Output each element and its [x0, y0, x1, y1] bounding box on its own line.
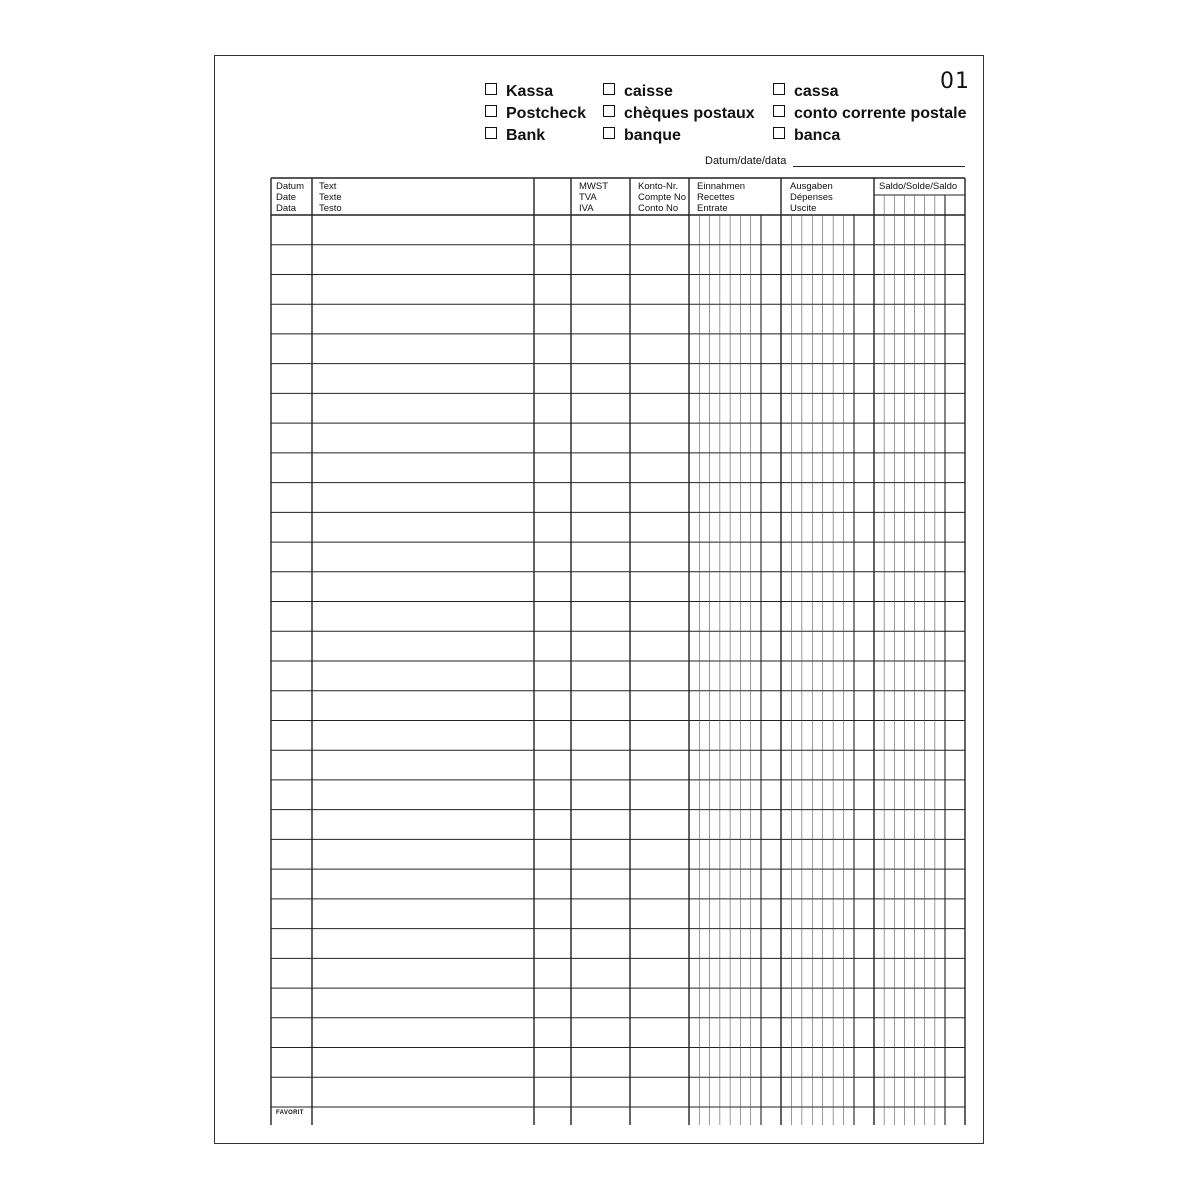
col-header-text: Text Texte Testo: [319, 181, 342, 215]
col-header-account: Konto-Nr. Compte No Conto No: [638, 181, 687, 215]
checkbox-cheques-postaux[interactable]: [603, 105, 755, 123]
option-label: Bank: [506, 127, 546, 144]
option-label: Kassa: [506, 83, 554, 100]
checkbox-banque[interactable]: [603, 127, 681, 145]
option-label: banca: [794, 127, 841, 144]
col-header-expenses: Ausgaben Dépenses Uscite: [790, 181, 833, 215]
page-number: 01: [940, 69, 970, 94]
checkbox-icon[interactable]: [773, 83, 785, 95]
checkbox-icon[interactable]: [773, 127, 785, 139]
option-label: cassa: [794, 83, 839, 100]
date-field-label: Datum/date/data: [705, 155, 787, 167]
checkbox-icon[interactable]: [485, 83, 497, 95]
option-label: Postcheck: [506, 105, 587, 122]
checkbox-icon[interactable]: [485, 105, 497, 117]
checkbox-icon[interactable]: [485, 127, 497, 139]
checkbox-cassa[interactable]: [773, 83, 839, 101]
col-header-income: Einnahmen Recettes Entrate: [697, 181, 746, 215]
option-label: chèques postaux: [624, 105, 755, 122]
col-header-vat: MWST TVA IVA: [579, 181, 609, 215]
checkbox-kassa[interactable]: [485, 83, 553, 101]
col-header-balance: Saldo/Solde/Saldo: [879, 181, 958, 192]
col-header-date: Datum Date Data: [276, 181, 304, 215]
checkbox-icon[interactable]: [773, 105, 785, 117]
checkbox-postcheck[interactable]: [485, 105, 586, 123]
option-label: conto corrente postale: [794, 105, 967, 122]
checkbox-caisse[interactable]: [603, 83, 673, 101]
option-label: caisse: [624, 83, 673, 100]
option-label: banque: [624, 127, 681, 144]
checkbox-icon[interactable]: [603, 105, 615, 117]
checkbox-icon[interactable]: [603, 127, 615, 139]
checkbox-icon[interactable]: [603, 83, 615, 95]
brand-mark: FAVORIT: [276, 1110, 304, 1116]
checkbox-bank[interactable]: [485, 127, 545, 145]
checkbox-conto-corrente-postale[interactable]: [773, 105, 966, 123]
checkbox-banca[interactable]: [773, 127, 840, 145]
date-field-line[interactable]: [793, 166, 965, 167]
